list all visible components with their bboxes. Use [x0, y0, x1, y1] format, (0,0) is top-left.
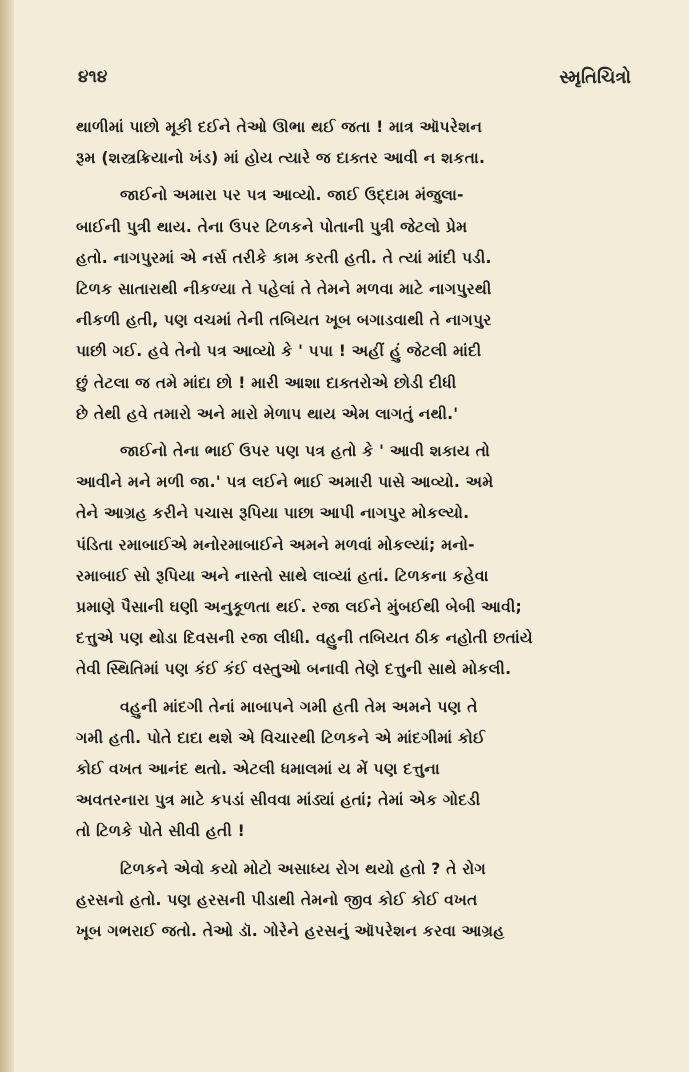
text-line: તેને આગ્રહ કરીને પચાસ રૂપિયા પાછા આપી નાગપુર મોકલ્યો.: [76, 504, 470, 523]
text-line: ટિળક સાતારાથી નીકળ્યા તે પહેલાં તે તેમને મળવા માટે નાગપુરથી: [76, 280, 492, 299]
text-line: છું તેટલા જ તમે માંદા છો ! મારી આશા દાક્તરોએ છોડી દીધી: [76, 373, 457, 392]
text-line: દત્તુએ પણ થોડા દિવસની રજા લીધી. વહુની તબિયત ઠીક નહોતી છતાંયે: [76, 629, 533, 648]
text-line: જાઈનો અમારા પર પત્ર આવ્યો. જાઈ ઉદ્દામ મંજુલા-: [120, 186, 464, 205]
text-line: હતો. નાગપુરમાં એ નર્સ તરીકે કામ કરતી હતી. તે ત્યાં માંદી પડી.: [76, 248, 492, 267]
text-line: પ્રમાણે પૈસાની ઘણી અનુકૂળતા થઈ. રજા લઈને મુંબઈથી બેબી આવી;: [76, 598, 522, 617]
text-line: તેવી સ્થિતિમાં પણ કંઈ કંઈ વસ્તુઓ બનાવી તેણે દત્તુની સાથે મોકલી.: [76, 660, 512, 679]
text-line: અવતરનારા પુત્ર માટે કપડાં સીવવા માંડ્યાં હતાં; તેમાં એક ગોદડી: [76, 791, 481, 810]
text-line: જાઈનો તેના ભાઈ ઉપર પણ પત્ર હતો કે ' આવી શકાય તો: [120, 442, 491, 461]
page-number: ૪૧૪: [78, 67, 108, 87]
text-line: પંડિતા રમાબાઈએ મનોરમાબાઈને અમને મળવાં મોકલ્યાં; મનો-: [76, 535, 475, 554]
page-binding-edge: [0, 0, 14, 1072]
text-line: છે તેથી હવે તમારો અને મારો મેળાપ થાય એમ લાગતું નથી.': [76, 404, 459, 423]
page-header: [78, 60, 631, 94]
paragraph-3: [76, 436, 637, 686]
running-title: સ્મૃતિચિત્રો: [559, 66, 631, 88]
text-line: આવીને મને મળી જા.' પત્ર લઈને ભાઈ અમારી પાસે આવ્યો. અમે: [76, 473, 494, 492]
text-line: કોઈ વખત આનંદ થતો. એટલી ધમાલમાં ય મેં પણ દત્તુના: [76, 760, 440, 779]
paragraph-4: [76, 692, 637, 848]
text-line: બાઈની પુત્રી થાય. તેના ઉપર ટિળકને પોતાની પુત્રી જેટલો પ્રેમ: [76, 217, 468, 236]
text-line: વહુની માંદગી તેનાં માબાપને ગમી હતી તેમ અમને પણ તે: [120, 697, 478, 716]
text-line: ખૂબ ગભરાઈ જતો. તેઓ ડૉ. ગોરેને હરસનું ઑપરેશન કરવા આગ્રહ: [76, 922, 505, 941]
text-line: ટિળકને એવો કયો મોટો અસાધ્ય રોગ થયો હતો ? તે રોગ: [120, 859, 486, 878]
text-line: ગમી હતી. પોતે દાદા થશે એ વિચારથી ટિળકને એ માંદગીમાં કોઈ: [76, 728, 486, 747]
text-line: નીકળી હતી, પણ વચમાં તેની તબિયત ખૂબ બગાડવાથી તે નાગપુર: [76, 311, 492, 330]
text-line: તો ટિળકે પોતે સીવી હતી !: [76, 822, 245, 841]
text-line: પાછી ગઈ. હવે તેનો પત્ર આવ્યો કે ' પપા ! અહીં હું જેટલી માંદી: [76, 342, 482, 361]
text-line: રમાબાઈ સો રૂપિયા અને નાસ્તો સાથે લાવ્યાં હતાં. ટિળકના કહેવા: [76, 566, 489, 585]
text-line: થાળીમાં પાછો મૂકી દઈને તેઓ ઊભા થઈ જતા ! માત્ર ઑપરેશન: [76, 118, 483, 136]
text-line: રૂમ (શસ્ત્રક્રિયાનો ખંડ) માં હોય ત્યારે જ દાક્તર આવી ન શકતા.: [76, 149, 486, 168]
text-line: હરસનો હતો. પણ હરસની પીડાથી તેમનો જીવ કોઈ કોઈ વખત: [76, 890, 478, 909]
paragraph-1: [76, 112, 637, 174]
paragraph-2: [76, 180, 637, 430]
paragraph-5: [76, 854, 637, 948]
body-text: [76, 112, 637, 953]
